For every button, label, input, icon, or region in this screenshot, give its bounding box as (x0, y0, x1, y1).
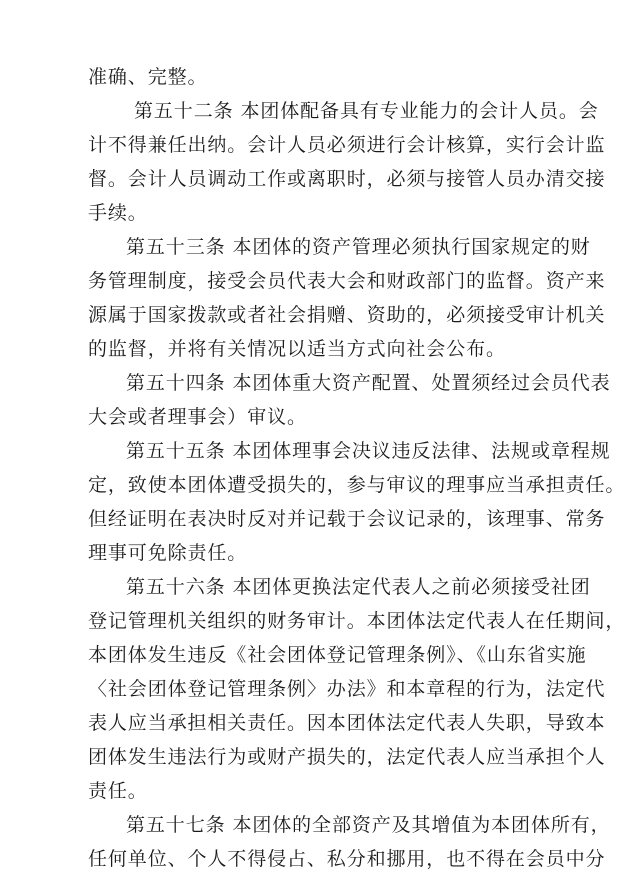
text-line: 源属于国家拨款或者社会捐赠、资助的，必须接受审计机关 (88, 304, 606, 326)
text-line: 务管理制度，接受会员代表大会和财政部门的监督。资产来 (88, 270, 606, 292)
text-line: 〈社会团体登记管理条例〉办法》和本章程的行为，法定代 (88, 678, 606, 700)
text-line: 手续。 (88, 202, 148, 224)
article-56-heading-line: 第五十六条 本团体更换法定代表人之前必须接受社团 (126, 576, 591, 598)
article-52-heading-line: 第五十二条 本团体配备具有专业能力的会计人员。会 (134, 100, 599, 122)
text-line: 任何单位、个人不得侵占、私分和挪用，也不得在会员中分 (88, 848, 606, 870)
article-57-heading-line: 第五十七条 本团体的全部资产及其增值为本团体所有， (126, 814, 611, 836)
text-line: 责任。 (88, 780, 148, 802)
text-line: 准确、完整。 (88, 66, 208, 88)
text-line: 本团体发生违反《社会团体登记管理条例》、《山东省实施 (88, 644, 587, 666)
text-line: 但经证明在表决时反对并记载于会议记录的，该理事、常务 (88, 508, 606, 530)
article-55-heading-line: 第五十五条 本团体理事会决议违反法律、法规或章程规 (126, 440, 611, 462)
text-line: 表人应当承担相关责任。因本团体法定代表人失职，导致本 (88, 712, 606, 734)
text-line: 理事可免除责任。 (88, 542, 248, 564)
article-54-heading-line: 第五十四条 本团体重大资产配置、处置须经过会员代表 (126, 372, 611, 394)
text-line: 计不得兼任出纳。会计人员必须进行会计核算，实行会计监 (88, 134, 606, 156)
text-line: 大会或者理事会）审议。 (88, 406, 307, 428)
article-53-heading-line: 第五十三条 本团体的资产管理必须执行国家规定的财 (126, 236, 591, 258)
text-line: 团体发生违法行为或财产损失的，法定代表人应当承担个人 (88, 746, 606, 768)
text-line: 定，致使本团体遭受损失的，参与审议的理事应当承担责任。 (88, 474, 625, 496)
text-line: 的监督，并将有关情况以适当方式向社会公布。 (88, 338, 506, 360)
text-line: 登记管理机关组织的财务审计。本团体法定代表人在任期间， (88, 610, 625, 632)
text-line: 督。会计人员调动工作或离职时，必须与接管人员办清交接 (88, 168, 606, 190)
